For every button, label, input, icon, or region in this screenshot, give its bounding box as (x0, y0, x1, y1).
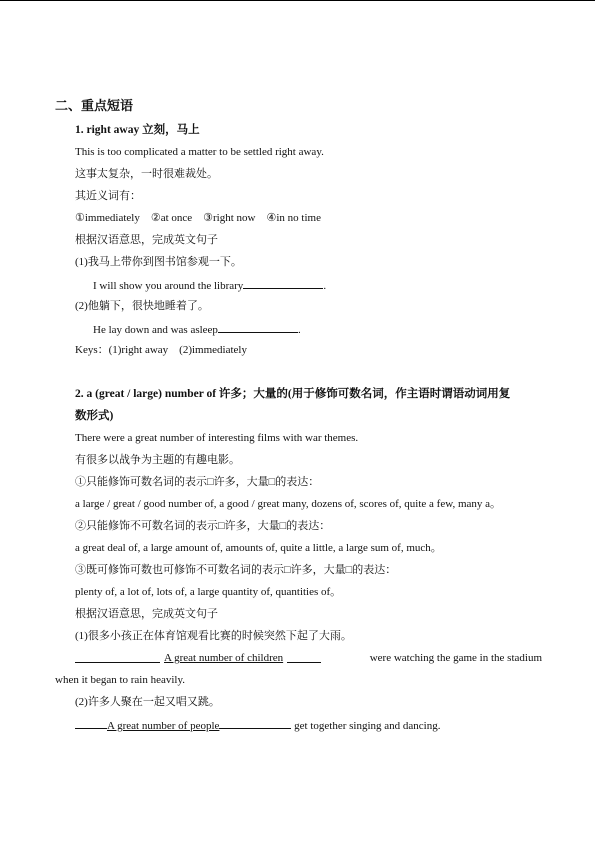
keys: Keys：(1)right away (2)immediately (75, 344, 247, 356)
phrase-2-heading-line1: 2. a (great / large) number of 许多；大量的(用于修饰可数名词，作主语时谓语动词用复 (75, 388, 511, 400)
q2-zh: (2)他躺下，很快地睡着了。 (75, 300, 209, 312)
phrase-1-heading: 1. right away 立刻，马上 (75, 124, 200, 136)
note-uncountable: ②只能修饰不可数名词的表示□许多，大量□的表达： (75, 520, 331, 532)
p2-q2-answer: A great number of people (107, 720, 220, 732)
q1-zh: (1)我马上带你到图书馆参观一下。 (75, 256, 242, 268)
p2-q1-en-row (75, 651, 542, 665)
p2-q2-zh: (2)许多人聚在一起又唱又跳。 (75, 696, 220, 708)
list-uncountable: a great deal of, a large amount of, amounts of, quite a little, a large sum of, much。 (75, 542, 442, 554)
p2-q1-answer: A great number of children (164, 652, 284, 664)
p2-q2-en-row (75, 717, 440, 733)
p2-q1-blank-trail[interactable] (287, 651, 321, 663)
synonym-intro: 其近义词有： (75, 190, 141, 202)
p2-q1-answer-group (75, 651, 321, 665)
note-both: ③既可修饰可数也可修饰不可数名词的表示□许多，大量□的表达： (75, 564, 397, 576)
q2-en-row (93, 321, 301, 337)
phrase-1-example-en: This is too complicated a matter to be settled right away. (75, 146, 324, 158)
phrase-2-example-zh: 有很多以战争为主题的有趣电影。 (75, 454, 240, 466)
p2-q1-continuation: when it began to rain heavily. (55, 674, 186, 686)
instruction-1: 根据汉语意思，完成英文句子 (75, 234, 218, 246)
q2-en-text: He lay down and was asleep (93, 324, 218, 336)
note-countable: ①只能修饰可数名词的表示□许多，大量□的表达： (75, 476, 320, 488)
p2-q2-rest: get together singing and dancing. (294, 720, 441, 732)
q1-en-row (93, 277, 326, 293)
p2-q1-rest: were watching the game in the stadium (369, 652, 542, 664)
instruction-2: 根据汉语意思，完成英文句子 (75, 608, 218, 620)
p2-q2-blank-lead[interactable] (75, 717, 107, 729)
p2-q1-zh: (1)很多小孩正在体育馆观看比赛的时候突然下起了大雨。 (75, 630, 352, 642)
list-both: plenty of, a lot of, lots of, a large quantity of, quantities of。 (75, 586, 342, 598)
page-top-border (0, 0, 595, 1)
synonym-list: ①immediately ②at once ③right now ④in no time (75, 212, 321, 224)
q1-answer-blank[interactable] (243, 277, 323, 289)
p2-q1-blank-lead[interactable] (75, 651, 160, 663)
list-countable: a large / great / good number of, a good / great many, dozens of, scores of, quite a few, many a。 (75, 498, 502, 510)
phrase-2-example-en: There were a great number of interesting films with war themes. (75, 432, 359, 444)
q1-en-text: I will show you around the library (93, 280, 244, 292)
phrase-2-heading-line2: 数形式) (75, 410, 114, 422)
p2-q2-blank-trail[interactable] (219, 717, 291, 729)
q2-period: . (297, 324, 301, 336)
q1-period: . (323, 280, 327, 292)
phrase-1-example-zh: 这事太复杂，一时很难裁处。 (75, 168, 218, 180)
q2-answer-blank[interactable] (218, 321, 298, 333)
section-title: 二、重点短语 (55, 98, 134, 113)
